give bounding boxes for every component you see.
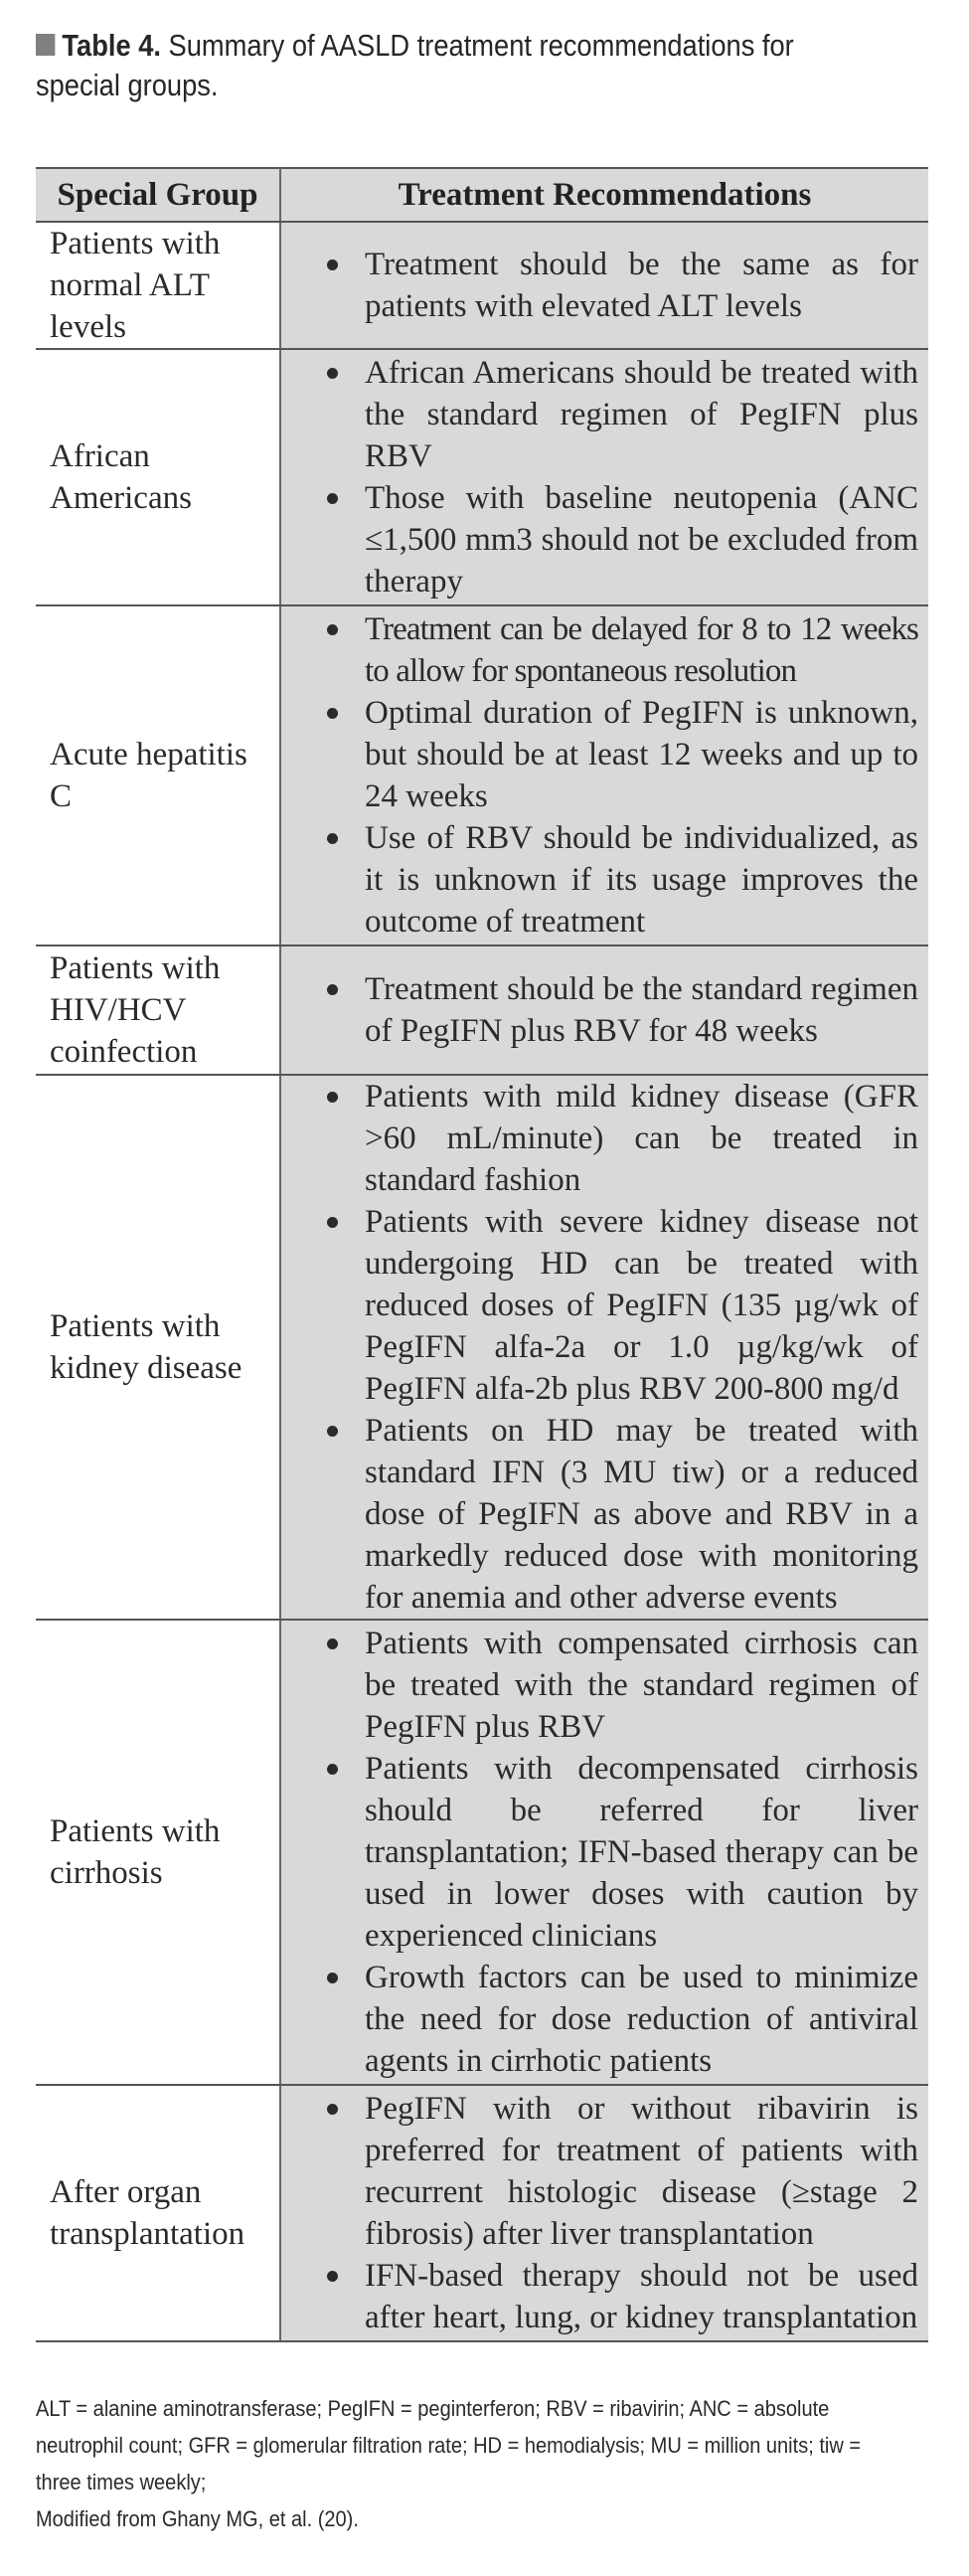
table-row	[36, 945, 928, 1075]
bullet-icon	[327, 368, 338, 379]
bullet-item: Patients with compensated cirrhosis can be treated with the standard regimen of PegIFN plus RBV	[327, 1623, 918, 1748]
treatment-cell	[280, 1620, 928, 2085]
special-group-cell: Patients with normal ALT levels	[36, 222, 280, 349]
bullet-icon	[327, 1973, 338, 1983]
bullet-icon	[327, 2104, 338, 2115]
special-group-cell: Patients with kidney disease	[36, 1075, 280, 1620]
table-row	[36, 1075, 928, 1620]
table-body	[36, 222, 928, 2341]
table-row	[36, 1620, 928, 2085]
table-row	[36, 2085, 928, 2341]
bullet-item: Optimal duration of PegIFN is unknown, but should be at least 12 weeks and up to 24 weeks	[327, 692, 918, 817]
treatment-cell	[280, 349, 928, 605]
table-footnote	[36, 2390, 877, 2537]
bullet-item: Patients with decompensated cirrhosis should be referred for liver transplantation; IFN-based therapy can be used in lower doses with caution by experienced clinicians	[327, 1748, 918, 1957]
table-header-row	[36, 168, 928, 222]
header-special-group: Special Group	[36, 168, 280, 222]
bullet-item: Use of RBV should be individualized, as it is unknown if its usage improves the outcome of treatment	[327, 817, 918, 943]
bullet-icon	[327, 708, 338, 719]
recommendations-table	[36, 167, 928, 2342]
square-marker-icon	[36, 34, 55, 56]
bullet-icon	[327, 1426, 338, 1437]
bullet-item: Treatment should be the standard regimen of PegIFN plus RBV for 48 weeks	[327, 968, 918, 1052]
bullet-item: Patients with severe kidney disease not undergoing HD can be treated with reduced doses of PegIFN (135 µg/wk of PegIFN alfa-2a or 1.0 µg/kg/wk of PegIFN alfa-2b plus RBV 200-800 mg/d	[327, 1201, 918, 1410]
header-treatment-recommendations: Treatment Recommendations	[280, 168, 928, 222]
table-row	[36, 349, 928, 605]
bullet-item: IFN-based therapy should not be used after heart, lung, or kidney transplantation	[327, 2255, 918, 2338]
treatment-cell	[280, 945, 928, 1075]
bullet-icon	[327, 2271, 338, 2282]
bullet-item: African Americans should be treated with the standard regimen of PegIFN plus RBV	[327, 352, 918, 477]
bullet-icon	[327, 1217, 338, 1228]
special-group-cell: Patients with HIV/HCV coinfection	[36, 945, 280, 1075]
bullet-icon	[327, 1638, 338, 1649]
treatment-cell	[280, 605, 928, 945]
caption-label: Table 4.	[62, 28, 161, 63]
bullet-item: PegIFN with or without ribavirin is preferred for treatment of patients with recurrent histologic disease (≥stage 2 fibrosis) after liver transplantation	[327, 2088, 918, 2255]
bullet-icon	[327, 1764, 338, 1775]
bullet-item: Patients on HD may be treated with standard IFN (3 MU tiw) or a reduced dose of PegIFN as above and RBV in a markedly reduced dose with monitoring for anemia and other adverse events	[327, 1410, 918, 1619]
abbreviations-note: ALT = alanine aminotransferase; PegIFN = peginterferon; RBV = ribavirin; ANC = absolute neutrophil count; GFR = glomerular filtration rate; HD = hemodialysis; MU = million units; tiw = three times weekly;	[36, 2396, 862, 2494]
bullet-item: Patients with mild kidney disease (GFR >60 mL/minute) can be treated in standard fashion	[327, 1076, 918, 1201]
special-group-cell: African Americans	[36, 349, 280, 605]
bullet-item: Treatment can be delayed for 8 to 12 weeks to allow for spontaneous resolution	[327, 608, 918, 692]
table-row	[36, 605, 928, 945]
special-group-cell: Acute hepatitis C	[36, 605, 280, 945]
caption-text: Summary of AASLD treatment recommendations for special groups.	[36, 28, 794, 102]
treatment-cell	[280, 2085, 928, 2341]
bullet-icon	[327, 493, 338, 504]
bullet-icon	[327, 1092, 338, 1103]
table-caption	[36, 26, 823, 105]
special-group-cell: After organ transplantation	[36, 2085, 280, 2341]
bullet-icon	[327, 259, 338, 270]
treatment-cell	[280, 1075, 928, 1620]
bullet-icon	[327, 984, 338, 995]
bullet-item: Those with baseline neutopenia (ANC ≤1,500 mm3 should not be excluded from therapy	[327, 477, 918, 602]
source-note: Modified from Ghany MG, et al. (20).	[36, 2506, 359, 2531]
bullet-icon	[327, 833, 338, 844]
bullet-icon	[327, 624, 338, 635]
treatment-cell	[280, 222, 928, 349]
bullet-item: Growth factors can be used to minimize the need for dose reduction of antiviral agents in cirrhotic patients	[327, 1957, 918, 2082]
special-group-cell: Patients with cirrhosis	[36, 1620, 280, 2085]
bullet-item: Treatment should be the same as for patients with elevated ALT levels	[327, 244, 918, 327]
table-row	[36, 222, 928, 349]
